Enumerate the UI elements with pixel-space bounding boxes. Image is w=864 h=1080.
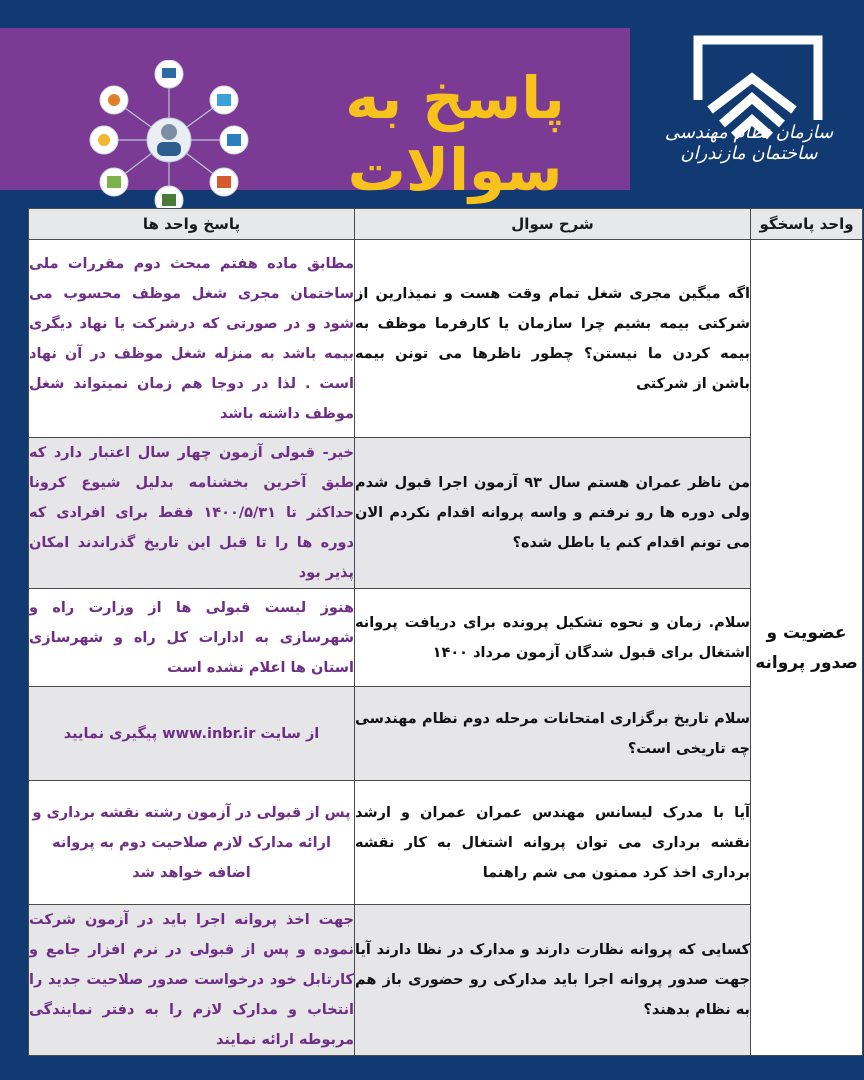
table-header-row	[29, 209, 863, 240]
answer-cell: از سایت www.inbr.ir پیگیری نمایید	[29, 687, 355, 781]
house-roof-logo-icon	[640, 30, 858, 190]
organization-name: سازمان نظام مهندسی ساختمان مازندران	[664, 122, 834, 164]
answer-cell: مطابق ماده هفتم مبحث دوم مقررات ملی ساختمان مجری شغل موظف محسوب می شود و در صورتی که درشرکت یا نهاد دیگری بیمه باشد به منزله شغل موظف در آن نهاد است . لذا در دوجا هم زمان نمیتواند شغل موظف داشته باشد	[29, 240, 355, 438]
question-cell: آیا با مدرک لیسانس مهندس عمران عمران و ارشد نقشه برداری می توان پروانه اشتغال به کار نقشه برداری اخذ کرد ممنون می شم راهنما	[355, 781, 751, 905]
answer-cell: خیر- قبولی آزمون چهار سال اعتبار دارد که طبق آخرین بخشنامه بدلیل شیوع کرونا حداکثر تا ۱۴۰۰/۵/۳۱ فقط برای افرادی که دوره ها را تا قبل این تاریخ گذراندند امکان پذیر بود	[29, 438, 355, 589]
header-answer: پاسخ واحد ها	[29, 209, 355, 240]
question-cell: سلام. زمان و نحوه تشکیل پرونده برای دریافت پروانه اشتغال برای قبول شدگان آزمون مرداد ۱۴۰۰	[355, 589, 751, 687]
table-row	[29, 687, 863, 781]
question-cell: اگه میگین مجری شغل تمام وقت هست و نمیذارین از شرکتی بیمه بشیم چرا سازمان یا کارفرما موظف به بیمه کردن ما نیستن؟ چطور ناظرها می تونن بیمه باشن از شرکتی	[355, 240, 751, 438]
qa-table	[28, 208, 863, 1056]
banner-title-word-questions: سوالات	[347, 136, 563, 204]
answer-cell: پس از قبولی در آزمون رشته نقشه برداری و ارائه مدارک لازم صلاحیت دوم به پروانه اضافه خواهد شد	[29, 781, 355, 905]
banner-title	[290, 62, 620, 212]
unit-cell: عضویت و صدور پروانه	[751, 240, 863, 1056]
network-hub-illustration-icon	[84, 60, 254, 214]
header-unit: واحد پاسخگو	[751, 209, 863, 240]
table-row	[29, 438, 863, 589]
banner-title-line1: پاسخ به	[345, 64, 565, 132]
table-row	[29, 240, 863, 438]
header-question: شرح سوال	[355, 209, 751, 240]
header-banner	[0, 28, 630, 204]
table-row	[29, 905, 863, 1056]
table-row	[29, 589, 863, 687]
answer-cell: جهت اخذ پروانه اجرا باید در آزمون شرکت نموده و پس از قبولی در نرم افزار جامع و کارتابل خود درخواست صدور صلاحیت جدید را انتخاب و مدارک لازم را به دفتر نمایندگی مربوطه ارائه نمایند	[29, 905, 355, 1056]
answer-cell: هنوز لیست قبولی ها از وزارت راه و شهرسازی به ادارات کل راه و شهرسازی استان ها اعلام نشده است	[29, 589, 355, 687]
question-cell: سلام تاریخ برگزاری امتحانات مرحله دوم نظام مهندسی چه تاریخی است؟	[355, 687, 751, 781]
question-cell: من ناظر عمران هستم سال ۹۳ آزمون اجرا قبول شدم ولی دوره ها رو نرفتم و واسه پروانه اقدام نکردم الان می تونم اقدام کنم یا باطل شده؟	[355, 438, 751, 589]
question-cell: کسایی که پروانه نظارت دارند و مدارک در نظا دارند آیا جهت صدور پروانه اجرا باید مدارکی رو حضوری باز هم به نظام بدهند؟	[355, 905, 751, 1056]
table-row	[29, 781, 863, 905]
